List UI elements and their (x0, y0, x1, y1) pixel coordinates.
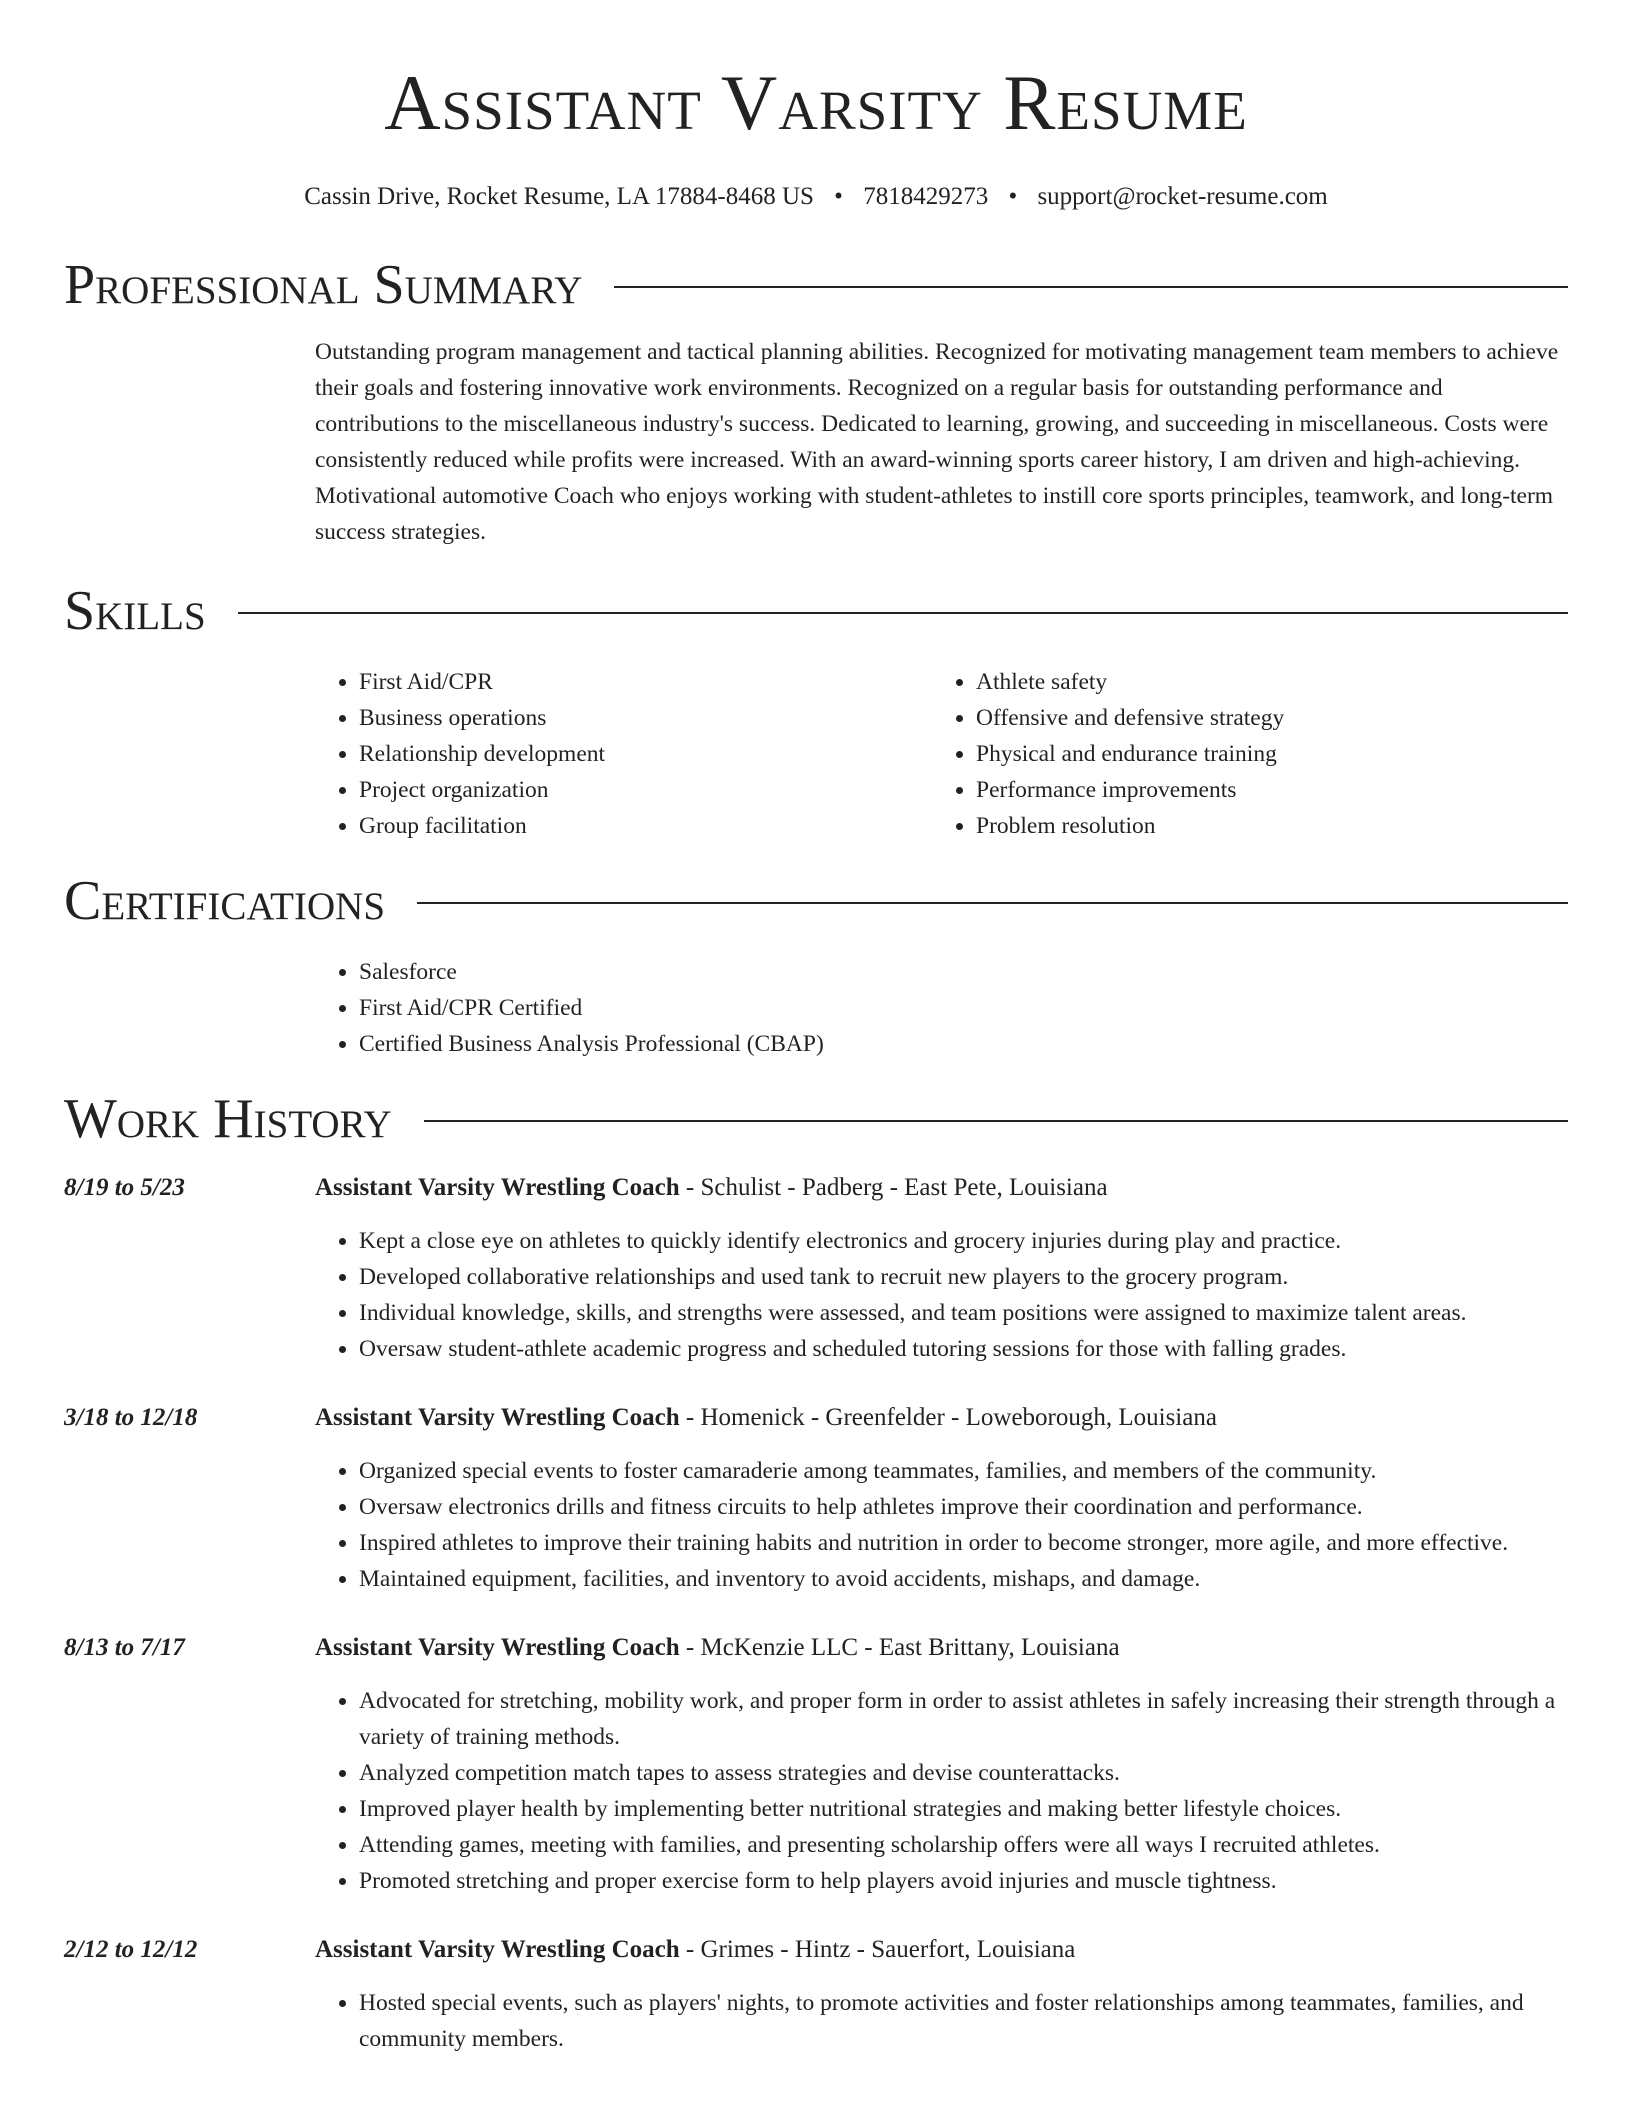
job-dates: 8/13 to 7/17 (64, 1634, 185, 1661)
job-details (315, 1630, 1568, 1899)
summary-body (315, 334, 1568, 550)
job-heading (315, 1400, 1568, 1436)
skill-item: • Relationship development (359, 736, 932, 772)
job-details (315, 1400, 1568, 1597)
job-bullet: • Analyzed competition match tapes to assess strategies and devise counterattacks. (359, 1755, 1568, 1791)
job-heading (315, 1630, 1568, 1666)
job-employer: - Homenick - Greenfelder - Loweborough, Louisiana (679, 1404, 1217, 1431)
section-title: Skills (64, 580, 206, 642)
contact-line (64, 182, 1568, 212)
section-divider (424, 1120, 1568, 1122)
job-bullet: • Organized special events to foster camaraderie among teammates, families, and members of the community. (359, 1453, 1568, 1489)
job-entry (64, 1400, 1568, 1597)
skills-column-left (315, 664, 932, 844)
job-bullets (315, 1223, 1568, 1367)
job-bullet: • Oversaw electronics drills and fitness circuits to help athletes improve their coordination and performance. (359, 1489, 1568, 1525)
skill-item: • Athlete safety (976, 664, 1568, 700)
job-entry (64, 1932, 1568, 2057)
job-bullet: • Developed collaborative relationships and used tank to recruit new players to the grocery program. (359, 1259, 1568, 1295)
job-employer: - Grimes - Hintz - Sauerfort, Louisiana (679, 1936, 1076, 1963)
job-dates: 3/18 to 12/18 (64, 1404, 198, 1431)
certifications-list (315, 954, 1568, 1062)
job-employer: - McKenzie LLC - East Brittany, Louisiana (679, 1634, 1120, 1661)
contact-separator: • (1008, 183, 1018, 210)
skill-item: • Problem resolution (976, 808, 1568, 844)
skill-item: • Project organization (359, 772, 932, 808)
section-header-certifications (64, 870, 1568, 932)
skill-item: • Physical and endurance training (976, 736, 1568, 772)
contact-email: support@rocket-resume.com (1037, 183, 1328, 210)
contact-phone: 7818429273 (863, 183, 989, 210)
job-details (315, 1170, 1568, 1367)
skill-item: • Offensive and defensive strategy (976, 700, 1568, 736)
job-bullet: • Individual knowledge, skills, and strengths were assessed, and team positions were assigned to maximize talent areas. (359, 1295, 1568, 1331)
section-title: Certifications (64, 870, 386, 932)
job-bullets (315, 1453, 1568, 1597)
contact-address: Cassin Drive, Rocket Resume, LA 17884-8468 US (304, 183, 814, 210)
skill-item: • Group facilitation (359, 808, 932, 844)
job-details (315, 1932, 1568, 2057)
job-bullet: • Improved player health by implementing better nutritional strategies and making better lifestyle choices. (359, 1791, 1568, 1827)
job-role: Assistant Varsity Wrestling Coach (315, 1634, 680, 1661)
job-role: Assistant Varsity Wrestling Coach (315, 1404, 680, 1431)
job-bullet: • Inspired athletes to improve their training habits and nutrition in order to become stronger, more agile, and more effective. (359, 1525, 1568, 1561)
section-header-summary (64, 254, 1568, 316)
job-bullet: • Advocated for stretching, mobility work, and proper form in order to assist athletes in safely increasing their strength through a variety of training methods. (359, 1683, 1568, 1755)
resume-title: Assistant Varsity Resume (384, 59, 1248, 146)
skill-item: • First Aid/CPR (359, 664, 932, 700)
job-bullet: • Hosted special events, such as players' nights, to promote activities and foster relationships among teammates, families, and community members. (359, 1985, 1568, 2057)
job-bullet: • Attending games, meeting with families, and presenting scholarship offers were all ways I recruited athletes. (359, 1827, 1568, 1863)
job-bullet: • Maintained equipment, facilities, and inventory to avoid accidents, mishaps, and damage. (359, 1561, 1568, 1597)
section-divider (417, 902, 1568, 904)
job-role: Assistant Varsity Wrestling Coach (315, 1936, 680, 1963)
work-history-list (64, 1170, 1568, 2057)
skill-item: • Performance improvements (976, 772, 1568, 808)
job-role: Assistant Varsity Wrestling Coach (315, 1174, 680, 1201)
skills-list (315, 664, 1568, 844)
job-bullets (315, 1683, 1568, 1899)
section-header-work-history (64, 1088, 1568, 1150)
job-employer: - Schulist - Padberg - East Pete, Louisiana (679, 1174, 1108, 1201)
job-bullet: • Oversaw student-athlete academic progress and scheduled tutoring sessions for those with falling grades. (359, 1331, 1568, 1367)
section-divider (238, 612, 1568, 614)
certification-item: • Salesforce (359, 954, 1568, 990)
job-heading (315, 1932, 1568, 1968)
section-title: Work History (64, 1088, 392, 1150)
job-dates: 2/12 to 12/12 (64, 1936, 198, 1963)
job-heading (315, 1170, 1568, 1206)
certification-item: • Certified Business Analysis Professional (CBAP) (359, 1026, 1568, 1062)
job-bullets (315, 1985, 1568, 2057)
section-header-skills (64, 580, 1568, 642)
job-entry (64, 1630, 1568, 1899)
job-entry (64, 1170, 1568, 1367)
summary-text: Outstanding program management and tactical planning abilities. Recognized for motivating management team members to achieve their goals and fostering innovative work environments. Recognized on a regular basis for outstanding performance and contributions to the miscellaneous industry's success. Dedicated to learning, growing, and succeeding in miscellaneous. Costs were consistently reduced while profits were increased. With an award-winning sports career history, I am driven and high-achieving. Motivational automotive Coach who enjoys working with student-athletes to instill core sports principles, teamwork, and long-term success strategies. (315, 339, 1559, 545)
job-bullet: • Promoted stretching and proper exercise form to help players avoid injuries and muscle tightness. (359, 1863, 1568, 1899)
job-bullet: • Kept a close eye on athletes to quickly identify electronics and grocery injuries during play and practice. (359, 1223, 1568, 1259)
contact-separator: • (834, 183, 843, 210)
job-dates: 8/19 to 5/23 (64, 1174, 185, 1201)
section-divider (614, 286, 1568, 288)
skills-column-right (932, 664, 1568, 844)
skill-item: • Business operations (359, 700, 932, 736)
section-title: Professional Summary (64, 254, 583, 316)
certification-item: • First Aid/CPR Certified (359, 990, 1568, 1026)
